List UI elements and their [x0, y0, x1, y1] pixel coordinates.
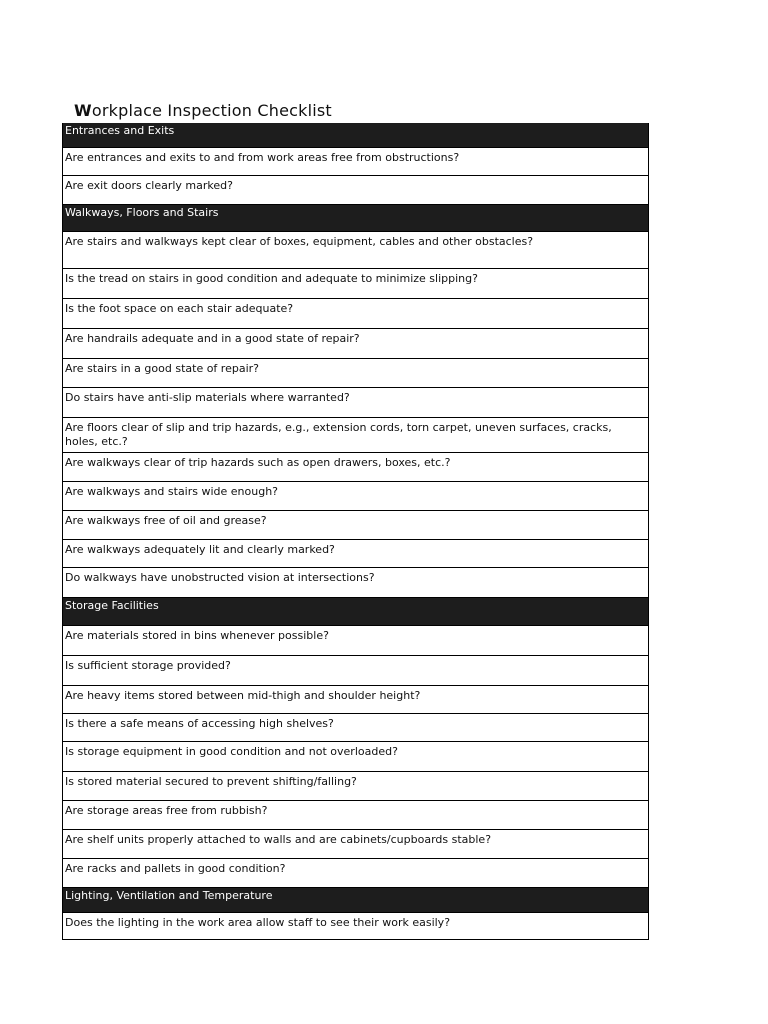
checklist-row: Does the lighting in the work area allow staff to see their work easily?: [63, 913, 648, 940]
checklist-row: Are racks and pallets in good condition?: [63, 859, 648, 888]
checklist-row: Are stairs and walkways kept clear of boxes, equipment, cables and other obstacles?: [63, 232, 648, 269]
checklist-row: Are stairs in a good state of repair?: [63, 359, 648, 388]
checklist-row: Are materials stored in bins whenever possible?: [63, 626, 648, 656]
checklist-row: Are walkways free of oil and grease?: [63, 511, 648, 540]
checklist-row: Are walkways clear of trip hazards such as open drawers, boxes, etc.?: [63, 453, 648, 482]
page-title-rest: orkplace Inspection Checklist: [91, 101, 332, 120]
checklist-row: Is storage equipment in good condition and not overloaded?: [63, 742, 648, 772]
checklist-row: Is stored material secured to prevent shifting/falling?: [63, 772, 648, 801]
section-header-storage-facilities: Storage Facilities: [63, 598, 648, 626]
checklist-row: Are shelf units properly attached to walls and are cabinets/cupboards stable?: [63, 830, 648, 859]
checklist-row: Are walkways adequately lit and clearly marked?: [63, 540, 648, 568]
checklist-row: Is the foot space on each stair adequate?: [63, 299, 648, 329]
checklist-row: Do stairs have anti-slip materials where warranted?: [63, 388, 648, 418]
inspection-checklist-table: [62, 123, 649, 940]
checklist-row: Is there a safe means of accessing high shelves?: [63, 714, 648, 742]
checklist-row: Are handrails adequate and in a good state of repair?: [63, 329, 648, 359]
checklist-row: Are floors clear of slip and trip hazards, e.g., extension cords, torn carpet, uneven surfaces, cracks, holes, etc.?: [63, 418, 648, 453]
section-header-entrances-exits: Entrances and Exits: [63, 123, 648, 148]
section-header-walkways-floors-stairs: Walkways, Floors and Stairs: [63, 205, 648, 232]
checklist-row: Are heavy items stored between mid-thigh and shoulder height?: [63, 686, 648, 714]
checklist-row: Is the tread on stairs in good condition and adequate to minimize slipping?: [63, 269, 648, 299]
section-header-lighting-ventilation-temperature: Lighting, Ventilation and Temperature: [63, 888, 648, 913]
checklist-row: Are exit doors clearly marked?: [63, 176, 648, 205]
checklist-row: Are walkways and stairs wide enough?: [63, 482, 648, 511]
checklist-row: Are entrances and exits to and from work areas free from obstructions?: [63, 148, 648, 176]
checklist-row: Is sufficient storage provided?: [63, 656, 648, 686]
page-title: [74, 101, 332, 120]
checklist-row: Do walkways have unobstructed vision at intersections?: [63, 568, 648, 598]
page-title-lead: W: [74, 101, 92, 120]
checklist-row: Are storage areas free from rubbish?: [63, 801, 648, 830]
